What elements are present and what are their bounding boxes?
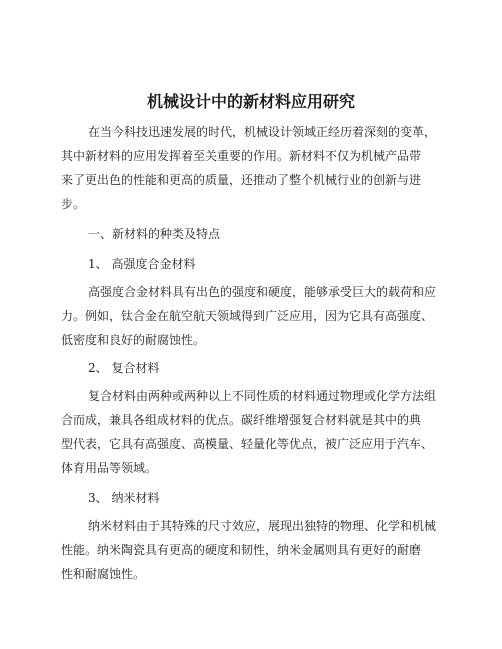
- paragraph-line: 高强度合金材料具有出色的强度和硬度，能够承受巨大的载荷和应: [88, 285, 437, 299]
- subsection-heading-2: 2、 复合材料: [88, 361, 160, 375]
- section-heading: 一、新材料的种类及特点: [88, 227, 221, 241]
- subsection-heading-1: 1、 高强度合金材料: [88, 257, 196, 271]
- paragraph-line: 体育用品等领域。: [61, 461, 158, 475]
- paragraph-line: 复合材料由两种或两种以上不同性质的材料通过物理或化学方法组: [88, 389, 437, 403]
- paragraph-line: 力。例如，钛合金在航空航天领域得到广泛应用，因为它具有高强度、: [61, 309, 434, 323]
- subsection-heading-3: 3、 纳米材料: [88, 491, 160, 505]
- paragraph-line: 合而成，兼具各组成材料的优点。碳纤维增强复合材料就是其中的典: [61, 413, 422, 427]
- paragraph-line: 性能。纳米陶瓷具有更高的硬度和韧性，纳米金属则具有更好的耐磨: [61, 543, 422, 557]
- intro-line: 其中新材料的应用发挥着至关重要的作用。新材料不仅为机械产品带: [61, 149, 422, 163]
- intro-line: 在当今科技迅速发展的时代，机械设计领域正经历着深刻的变革，: [88, 125, 437, 139]
- paragraph-line: 型代表，它具有高强度、高模量、轻量化等优点，被广泛应用于汽车、: [61, 437, 434, 451]
- intro-line: 来了更出色的性能和更高的质量，还推动了整个机械行业的创新与进: [61, 173, 422, 187]
- document-title: 机械设计中的新材料应用研究: [146, 92, 355, 111]
- paragraph-line: 低密度和良好的耐腐蚀性。: [61, 333, 206, 347]
- intro-line: 步。: [61, 197, 86, 211]
- paragraph-line: 纳米材料由于其特殊的尺寸效应，展现出独特的物理、化学和机械: [88, 519, 437, 533]
- paragraph-line: 性和耐腐蚀性。: [61, 567, 146, 581]
